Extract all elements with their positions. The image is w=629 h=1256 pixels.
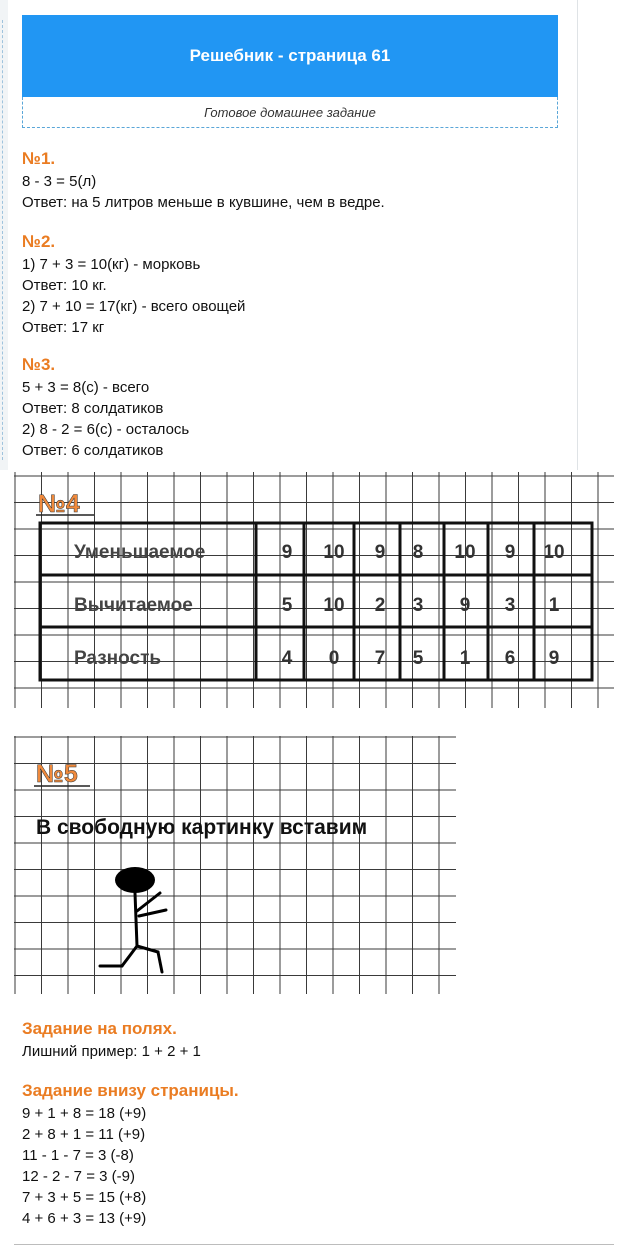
task-3-line: 2) 8 - 2 = 6(с) - осталось: [22, 421, 190, 438]
task-1: [22, 148, 385, 213]
bottom-task-line: 9 + 1 + 8 = 18 (+9): [22, 1105, 147, 1122]
bottom-task-title: Задание внизу страницы.: [22, 1081, 239, 1100]
task-1-line: Ответ: на 5 литров меньше в кувшине, чем в ведре.: [22, 194, 385, 211]
table-cell: 1: [459, 648, 471, 669]
table-row-label: Вычитаемое: [74, 595, 193, 616]
table-cell: 3: [412, 595, 424, 616]
table-cell: 9: [504, 542, 516, 563]
task-3: [22, 354, 189, 461]
page-title: Решебник - страница 61: [22, 15, 558, 97]
table-cell: 8: [412, 542, 424, 563]
bottom-task-line: 11 - 1 - 7 = 3 (-8): [22, 1147, 134, 1164]
task-2-line: 1) 7 + 3 = 10(кг) - морковь: [22, 256, 201, 273]
table-cell: 7: [374, 648, 386, 669]
table-cell: 10: [323, 595, 345, 616]
task-3-line: 5 + 3 = 8(с) - всего: [22, 379, 150, 396]
page-header: [22, 15, 558, 128]
task-4-table: [40, 523, 592, 680]
task-3-line: Ответ: 6 солдатиков: [22, 442, 164, 459]
bottom-task-line: 7 + 3 + 5 = 15 (+8): [22, 1189, 147, 1206]
table-cell: 4: [281, 648, 293, 669]
task-3-title: №3.: [22, 355, 56, 374]
task-5-notebook-image: [14, 736, 456, 994]
table-cell: 10: [454, 542, 476, 563]
table-cell: 3: [504, 595, 516, 616]
bottom-task: [22, 1080, 239, 1229]
task-4-title: №4: [38, 490, 80, 518]
bottom-divider: [14, 1244, 614, 1245]
task-5-title: №5: [36, 760, 78, 788]
table-cell: 9: [459, 595, 471, 616]
table-cell: 9: [281, 542, 293, 563]
table-cell: 0: [328, 648, 340, 669]
bottom-task-line: 12 - 2 - 7 = 3 (-9): [22, 1168, 135, 1185]
task-2-line: Ответ: 17 кг: [22, 319, 105, 336]
task-2-title: №2.: [22, 232, 56, 251]
margin-task-title: Задание на полях.: [22, 1019, 177, 1038]
table-cell: 2: [374, 595, 386, 616]
table-cell: 5: [412, 648, 424, 669]
task-5-grid: [14, 736, 456, 994]
task-4-svg: [14, 472, 614, 708]
page-subtitle: Готовое домашнее задание: [22, 97, 558, 128]
table-cell: 10: [323, 542, 345, 563]
stick-figure-image: [100, 867, 166, 972]
table-cell: 10: [543, 542, 565, 563]
task-1-title: №1.: [22, 149, 56, 168]
left-dotted-border: [2, 20, 3, 460]
task-2-line: Ответ: 10 кг.: [22, 277, 107, 294]
margin-task-line: Лишний пример: 1 + 2 + 1: [22, 1043, 201, 1060]
table-cell: 9: [548, 648, 560, 669]
table-cell: 1: [548, 595, 560, 616]
task-5-svg: [14, 736, 456, 994]
task-4-grid: [14, 472, 614, 708]
task-2: [22, 231, 245, 338]
task-2-line: 2) 7 + 10 = 17(кг) - всего овощей: [22, 298, 246, 315]
margin-task: [22, 1018, 201, 1062]
table-row-label: Разность: [74, 648, 162, 669]
table-cell: 9: [374, 542, 386, 563]
bottom-task-line: 4 + 6 + 3 = 13 (+9): [22, 1210, 147, 1227]
right-column-divider: [577, 0, 578, 470]
table-row-label: Уменьшаемое: [74, 542, 206, 563]
task-1-line: 8 - 3 = 5(л): [22, 173, 97, 190]
bottom-task-line: 2 + 8 + 1 = 11 (+9): [22, 1126, 146, 1143]
task-4-notebook-image: [14, 472, 614, 708]
table-cell: 6: [504, 648, 516, 669]
task-3-line: Ответ: 8 солдатиков: [22, 400, 164, 417]
task-5-text: В свободную картинку вставим: [36, 816, 368, 839]
table-cell: 5: [281, 595, 293, 616]
